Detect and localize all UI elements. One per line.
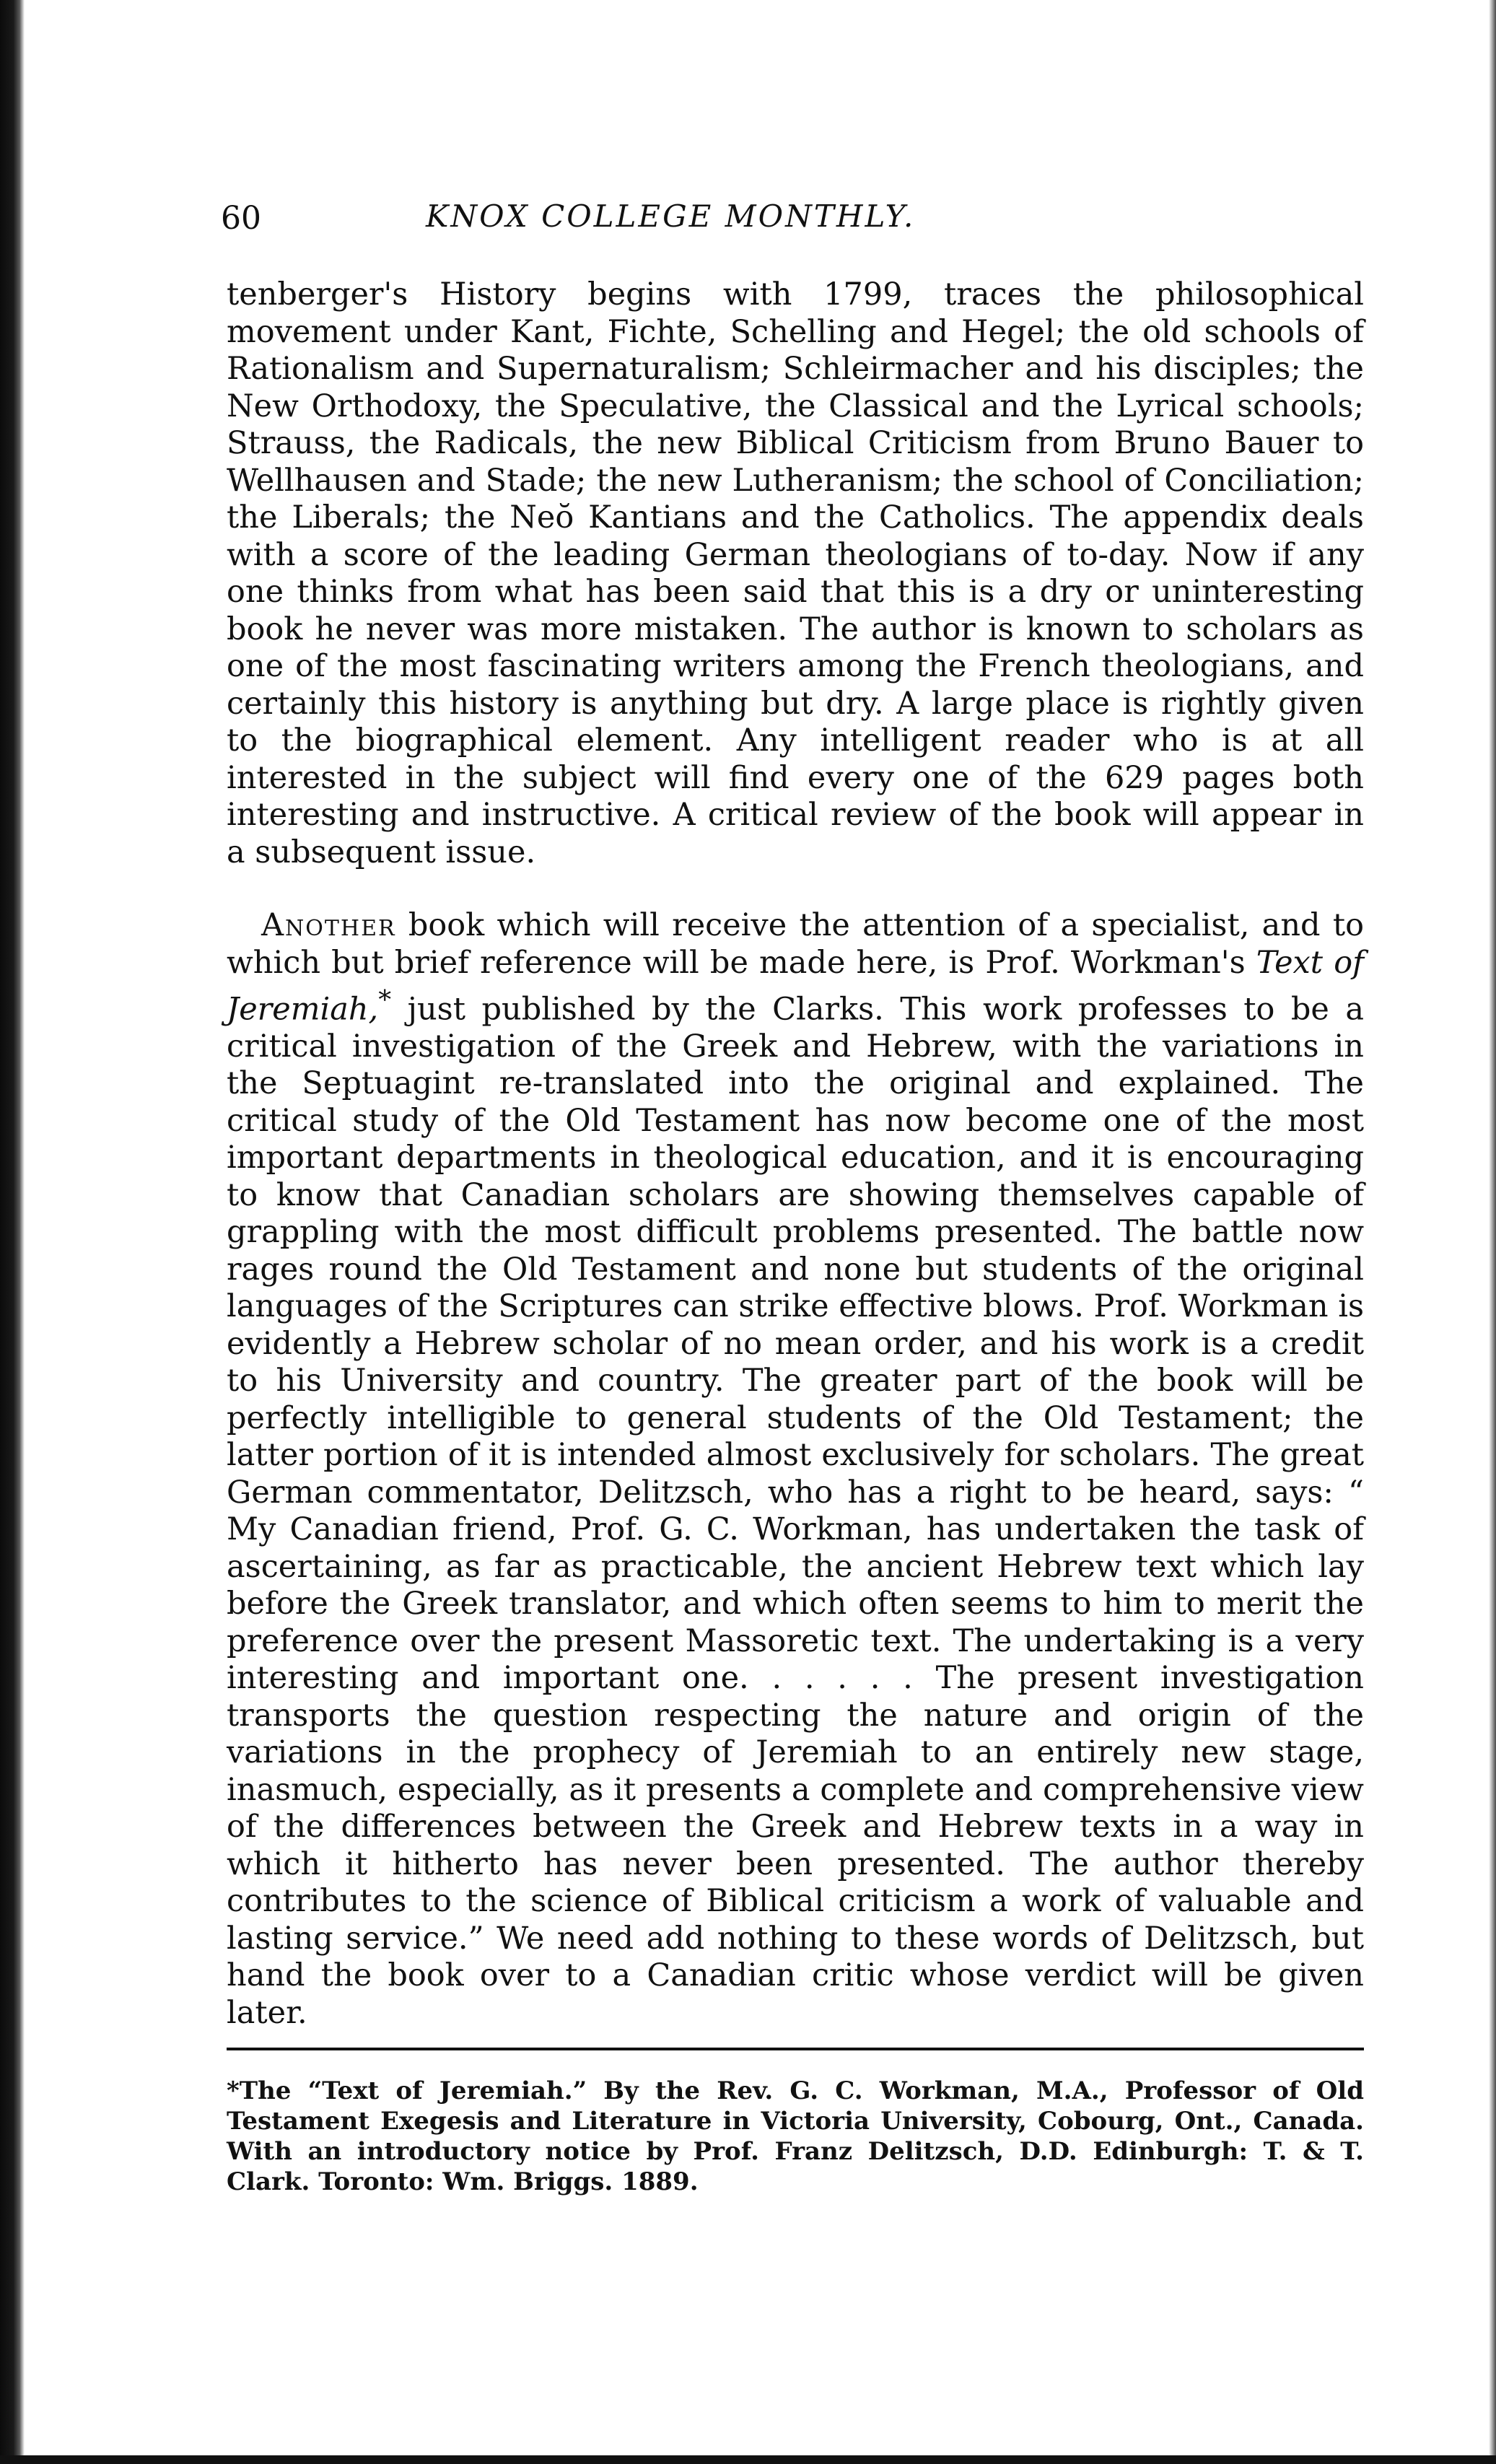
footnote-mark: *: [378, 985, 392, 1015]
book-binding-edge: [0, 0, 25, 2464]
book-title: Text of Jeremiah,: [227, 944, 1364, 1028]
footnote: *The “Text of Jeremiah.” By the Rev. G. C. Workman, M.A., Professor of Old Testament Exegesis and Literature in Victoria University, Cobourg, Ont., Canada. With an introductory notice by Prof. Franz Delitzsch, D.D. Edinburgh: T. & T. Clark. Toronto: Wm. Briggs. 1889.: [227, 2076, 1364, 2196]
paragraph-text-after-title: just published by the Clarks. This work professes to be a critical investigation of the Greek and Hebrew, with the variations in the Septuagint re-translated into the original and explained. The critical study of the Old Testament has now become one of the most important departments in theological education, and it is encouraging to know that Canadian scholars are showing themselves capable of grappling with the most difficult problems presented. The battle now rages round the Old Testament and none but students of the original languages of the Scriptures can strike effective blows. Prof. Workman is evidently a Hebrew scholar of no mean order, and his work is a credit to his University and country. The greater part of the book will be perfectly intelligible to general students of the Old Testament; the latter portion of it is intended almost exclusively for scholars. The great German commentator, Delitzsch, who has a right to be heard, says: “ My Canadian friend, Prof. G. C. Workman, has undertaken the task of ascertaining, as far as practicable, the ancient Hebrew text which lay before the Greek translator, and which often seems to him to merit the preference over the present Massoretic text. The undertaking is a very interesting and important one. . . . . . The present investigation transports the question respecting the nature and origin of the variations in the prophecy of Jeremiah to an entirely new stage, inasmuch, especially, as it presents a complete and comprehensive view of the differences between the Greek and Hebrew texts in a way in which it hitherto has never been presented. The author thereby contributes to the science of Biblical criticism a work of valuable and lasting service.” We need add nothing to these words of Delitzsch, but hand the book over to a Canadian critic whose verdict will be given later.: [227, 991, 1365, 2031]
paragraph-workman-review: [227, 907, 1364, 2032]
running-title: KNOX COLLEGE MONTHLY.: [426, 198, 916, 234]
page-bottom-edge: [0, 2455, 1496, 2464]
footnote-rule: [227, 2048, 1364, 2050]
page-number: 60: [221, 200, 261, 237]
paragraph-text-before-title: book which will receive the attention of a specialist, and to which but brief reference will be made here, is Prof. Workman's: [227, 907, 1364, 981]
page-edge-shadow: [1489, 0, 1496, 2464]
paragraph-lead-word: Another: [261, 907, 396, 943]
paragraph-history-review: tenberger's History begins with 1799, traces the philosophical movement under Kant, Fichte, Schelling and Hegel; the old schools of Rationalism and Supernaturalism; Schleirmacher and his disciples; the New Orthodoxy, the Speculative, the Classical and the Lyrical schools; Strauss, the Radicals, the new Biblical Criticism from Bruno Bauer to Wellhausen and Stade; the new Lutheranism; the school of Conciliation; the Liberals; the Neŏ Kantians and the Catholics. The appendix deals with a score of the leading German theologians of to-day. Now if any one thinks from what has been said that this is a dry or uninteresting book he never was more mistaken. The author is known to scholars as one of the most fascinating writers among the French theologians, and certainly this history is anything but dry. A large place is rightly given to the biographical element. Any intelligent reader who is at all interested in the subject will find every one of the 629 pages both interesting and instructive. A critical review of the book will appear in a subsequent issue.: [227, 276, 1364, 870]
